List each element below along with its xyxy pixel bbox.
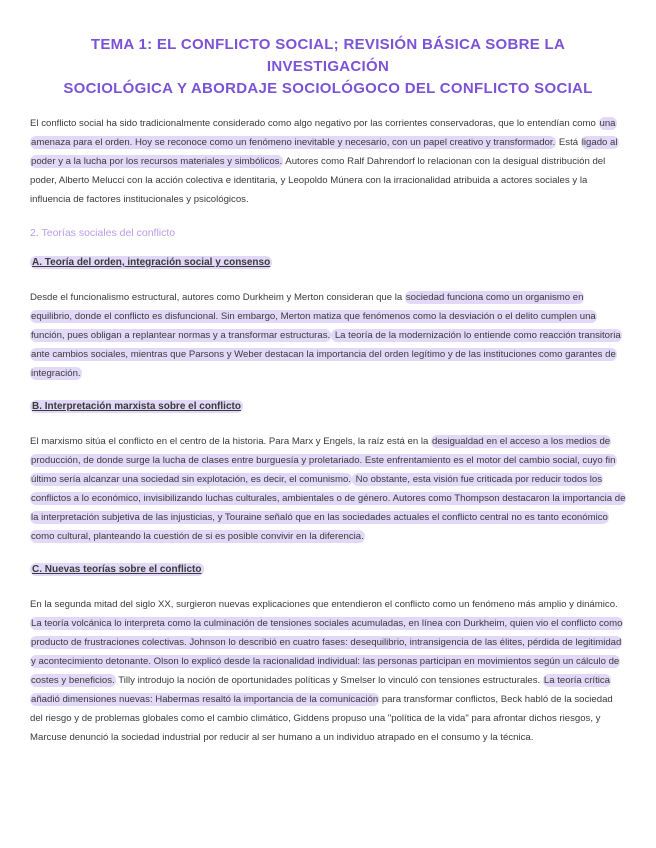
paragraph-b — [30, 432, 626, 546]
subheading-a-text: A. Teoría del orden, integración social y consenso — [32, 257, 271, 268]
para-a-highlight: sociedad funciona como un organismo en equilibrio, donde el conflicto es disfuncional. Sin embargo, Merton matiza que fenómenos como la desviación o el delito cumplen una función, pues obligan a replantear normas y a transformar estructuras. — [31, 292, 596, 341]
subheading-b — [30, 401, 626, 412]
para-b-highlight-2: No obstante, esta visión fue criticada por reducir todos los conflictos a lo económico, invisibilizando luchas culturales, ambientales o de género. Autores como Thompson destacaron la importancia de la interpretación subjetiva de las injusticias, y Touraine señaló que en las sociedades actuales el conflicto central no es tanto económico como cultural, planteando la cuestión de si es posible convivir en la diferencia. — [31, 474, 626, 542]
para-c-text-c: Tilly introdujo la noción de oportunidades políticas y Smelser lo vinculó con tensiones estructurales. — [115, 675, 543, 686]
title-line-2: SOCIOLÓGICA Y ABORDAJE SOCIOLÓGOCO DEL CONFLICTO SOCIAL — [63, 80, 593, 97]
intro-text-c: Está — [556, 137, 581, 148]
document-title — [40, 34, 616, 100]
intro-text-e: Autores como Ralf Dahrendorf lo relacionan con la desigual distribución del poder, Alberto Melucci con la acción colectiva e identitaria, y Leopoldo Múnera con la irracionalidad atribuida a actores sociales y la influencia de factores institucionales y psicológicos. — [30, 156, 606, 205]
paragraph-a — [30, 288, 626, 383]
intro-highlight-2: ligado al poder y a la lucha por los recursos materiales y simbólicos. — [31, 137, 618, 167]
intro-text-a: El conflicto social ha sido tradicionalmente considerado como algo negativo por las corrientes conservadoras, que lo entendían como — [30, 118, 599, 129]
intro-paragraph — [30, 114, 626, 209]
para-c-text-e: para transformar conflictos, Beck habló de la sociedad del riesgo y de problemas globales como el cambio climático, Giddens propuso una "política de la vida" para afrontar dichos riesgos, y Marcuse denunció la sociedad industrial por reducir al ser humano a un individuo atrapado en el consumo y la técnica. — [30, 694, 613, 743]
para-b-text-a: El marxismo sitúa el conflicto en el centro de la historia. Para Marx y Engels, la raíz está en la — [30, 436, 431, 447]
para-c-highlight-1: La teoría volcánica lo interpreta como la culminación de tensiones sociales acumuladas, en línea con Durkheim, quien vio el conflicto como producto de frustraciones colectivas. Johnson lo describió en cuatro fases: desequilibrio, intransigencia de las élites, pérdida de legitimidad y acontecimiento detonante. Olson lo explicó desde la racionalidad individual: las personas participan en movimientos según un cálculo de costes y beneficios. — [31, 618, 623, 686]
subheading-b-text: B. Interpretación marxista sobre el conflicto — [32, 401, 241, 412]
para-a-highlight-2: La teoría de la modernización lo entiende como reacción transitoria ante cambios sociales, mientras que Parsons y Weber destacan la importancia del orden legítimo y de las instituciones como garantes de integración. — [31, 330, 621, 379]
para-c-text-a: En la segunda mitad del siglo XX, surgieron nuevas explicaciones que entendieron el conflicto como un fenómeno más amplio y dinámico. — [30, 599, 618, 610]
intro-highlight-1: una amenaza para el orden. Hoy se reconoce como un fenómeno inevitable y necesario, con un papel creativo y transformador. — [31, 118, 616, 148]
para-a-text-a: Desde el funcionalismo estructural, autores como Durkheim y Merton consideran que la — [30, 292, 405, 303]
para-c-highlight-2: La teoría crítica añadió dimensiones nuevas: Habermas resaltó la importancia de la comunicación — [31, 675, 611, 705]
subheading-c — [30, 564, 626, 575]
paragraph-c — [30, 595, 626, 747]
title-line-1: TEMA 1: EL CONFLICTO SOCIAL; REVISIÓN BÁSICA SOBRE LA INVESTIGACIÓN — [90, 36, 566, 75]
section-heading-2: 2. Teorías sociales del conflicto — [30, 227, 176, 239]
para-b-highlight: desigualdad en el acceso a los medios de producción, de donde surge la lucha de clases entre burguesía y proletariado. Este enfrentamiento es el motor del cambio social, cuyo fin último sería alcanzar una sociedad sin explotación, es decir, el comunismo. — [31, 436, 616, 485]
subheading-c-text: C. Nuevas teorías sobre el conflicto — [32, 564, 202, 575]
subheading-a — [30, 257, 626, 268]
